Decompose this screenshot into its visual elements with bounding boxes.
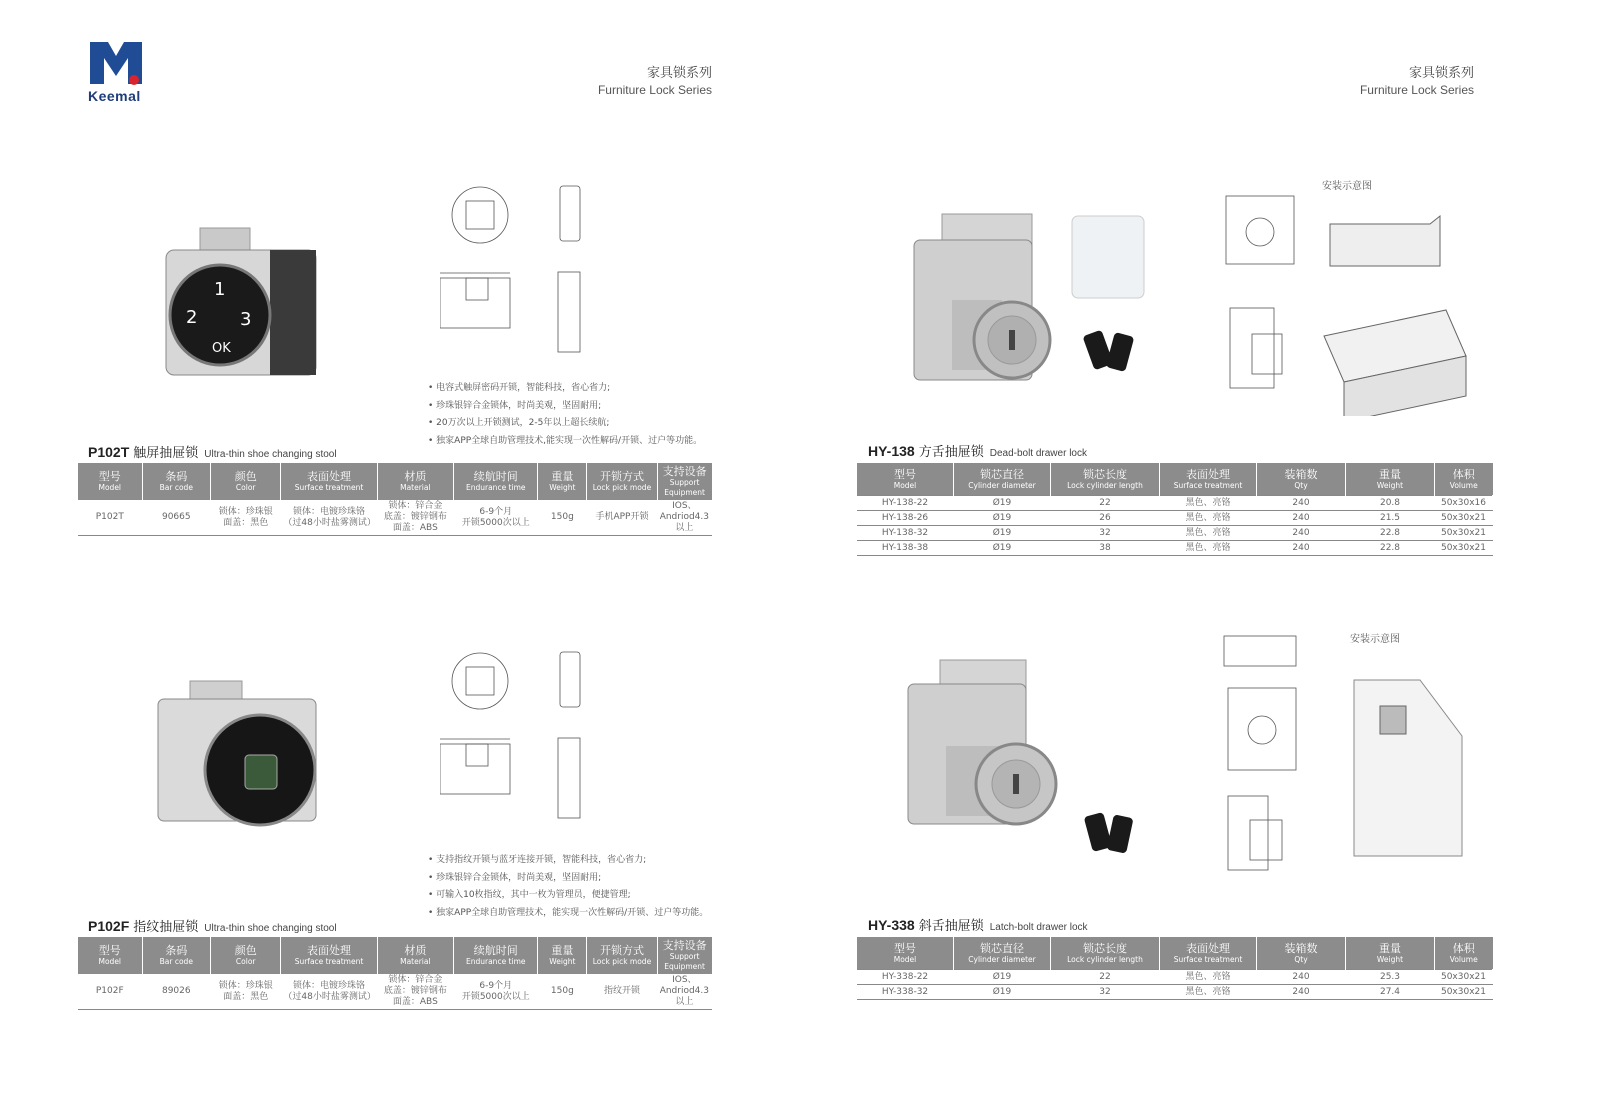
- table-cell: Ø19: [954, 541, 1051, 556]
- p102f-feature: • 可输入10枚指纹，其中一枚为管理员，便捷管理;: [428, 887, 708, 905]
- col-surface: 表面处理 Surface treatment: [281, 463, 377, 500]
- table-header-cell: 条码 Bar code: [142, 937, 211, 974]
- table-row: [857, 541, 1493, 556]
- hy138-technical-drawing: [1212, 184, 1312, 418]
- hy338-technical-drawing: [1210, 626, 1320, 890]
- table-cell: 150g: [538, 500, 587, 536]
- table-cell: 32: [1051, 526, 1160, 541]
- table-cell: IOS、 Andriod4.3以上: [657, 500, 711, 536]
- p102t-feature: • 20万次以上开锁测试，2-5年以上超长续航;: [428, 415, 702, 433]
- table-header-cell: 重量 Weight: [1346, 463, 1435, 496]
- table-cell: 27.4: [1346, 985, 1435, 1000]
- table-header-cell: 装箱数 Qty: [1257, 937, 1346, 970]
- table-cell: 50x30x21: [1435, 511, 1493, 526]
- table-header-cell: 开锁方式 Lock pick mode: [587, 937, 657, 974]
- table-row: [857, 970, 1493, 985]
- table-cell: Ø19: [954, 511, 1051, 526]
- table-header-cell: 体积 Volume: [1435, 463, 1493, 496]
- hy338-keys-photo: [1082, 790, 1142, 864]
- col-model: 型号 Model: [78, 463, 142, 500]
- p102f-spec-table: [78, 937, 712, 1010]
- svg-text:2: 2: [186, 307, 198, 328]
- series-header-left-cn: 家具锁系列: [646, 65, 712, 80]
- table-cell: 锁体：珍珠银 面盖：黑色: [211, 500, 281, 536]
- table-cell: P102T: [78, 500, 142, 536]
- table-cell: 锁体：电镀珍珠铬 （过48小时盐雾测试）: [281, 500, 377, 536]
- p102f-technical-drawing: [440, 636, 620, 830]
- col-endurance: 续航时间 Endurance time: [454, 463, 538, 500]
- p102t-cn-name: 触屏抽屉锁: [133, 445, 199, 460]
- table-cell: 50x30x21: [1435, 970, 1493, 985]
- table-header-cell: 表面处理 Surface treatment: [1160, 937, 1257, 970]
- table-cell: 黑色、亮铬: [1160, 970, 1257, 985]
- hy138-model: HY-138: [868, 443, 915, 459]
- table-header-cell: 锁芯直径 Cylinder diameter: [954, 937, 1051, 970]
- hy138-en-name: Dead-bolt drawer lock: [989, 448, 1087, 459]
- hy338-product-photo: [906, 656, 1066, 840]
- p102f-feature: • 独家APP全球自助管理技术，能实现一次性解码/开锁、过户等功能。: [428, 905, 708, 923]
- hy338-install-diagram: [1350, 676, 1470, 870]
- table-cell: 锁体：电镀珍珠铬 （过48小时盐雾测试）: [281, 974, 377, 1010]
- p102t-product-photo: [160, 220, 330, 384]
- table-cell: Ø19: [954, 985, 1051, 1000]
- table-cell: Ø19: [954, 496, 1051, 511]
- table-header-cell: 型号 Model: [857, 463, 954, 496]
- table-cell: 锁体：锌合金 底盖：镀锌钢布 面盖：ABS: [377, 500, 453, 536]
- table-cell: 20.8: [1346, 496, 1435, 511]
- table-cell: Ø19: [954, 526, 1051, 541]
- table-cell: 黑色、亮铬: [1160, 985, 1257, 1000]
- col-color: 颜色 Color: [211, 463, 281, 500]
- table-cell: 22: [1051, 970, 1160, 985]
- hy138-product-photo: [912, 210, 1052, 394]
- table-cell: 240: [1257, 511, 1346, 526]
- table-cell: 32: [1051, 985, 1160, 1000]
- hy338-model: HY-338: [868, 917, 915, 933]
- table-cell: 50x30x21: [1435, 541, 1493, 556]
- col-material: 材质 Material: [377, 463, 453, 500]
- table-header-cell: 重量 Weight: [1346, 937, 1435, 970]
- table-cell: 50x30x16: [1435, 496, 1493, 511]
- col-mode: 开锁方式 Lock pick mode: [587, 463, 657, 500]
- table-cell: IOS、 Andriod4.3以上: [657, 974, 711, 1010]
- table-header-cell: 锁芯长度 Lock cylinder length: [1051, 463, 1160, 496]
- hy138-install-note: 安装示意图: [1322, 181, 1372, 192]
- hy338-cn-name: 斜舌抽屉锁: [918, 918, 984, 933]
- table-cell: P102F: [78, 974, 142, 1010]
- table-cell: 240: [1257, 970, 1346, 985]
- hy138-cn-name: 方舌抽屉锁: [918, 444, 984, 459]
- table-header-cell: 锁芯直径 Cylinder diameter: [954, 463, 1051, 496]
- hy338-en-name: Latch-bolt drawer lock: [989, 922, 1088, 933]
- table-cell: 手机APP开锁: [587, 500, 657, 536]
- hy138-spec-table: [857, 463, 1493, 556]
- table-cell: 黑色、亮铬: [1160, 511, 1257, 526]
- table-cell: 锁体：珍珠银 面盖：黑色: [211, 974, 281, 1010]
- table-header-cell: 表面处理 Surface treatment: [281, 937, 377, 974]
- table-row: [78, 500, 712, 536]
- table-cell: 21.5: [1346, 511, 1435, 526]
- table-header-cell: 装箱数 Qty: [1257, 463, 1346, 496]
- table-cell: 6-9个月 开锁5000次以上: [454, 974, 538, 1010]
- table-cell: 50x30x21: [1435, 985, 1493, 1000]
- brand-name: Keemal: [88, 88, 141, 104]
- table-cell: 26: [1051, 511, 1160, 526]
- table-cell: 6-9个月 开锁5000次以上: [454, 500, 538, 536]
- table-cell: HY-338-22: [857, 970, 954, 985]
- series-header-left: [598, 62, 712, 97]
- svg-text:3: 3: [240, 309, 252, 330]
- p102f-cn-name: 指纹抽屉锁: [133, 919, 199, 934]
- table-row: [857, 511, 1493, 526]
- table-cell: 黑色、亮铬: [1160, 496, 1257, 511]
- svg-text:1: 1: [214, 279, 226, 300]
- series-header-right-cn: 家具锁系列: [1408, 65, 1474, 80]
- table-cell: 22.8: [1346, 526, 1435, 541]
- p102t-spec-table: [78, 463, 712, 536]
- table-cell: 指纹开锁: [587, 974, 657, 1010]
- table-header-cell: 材质 Material: [377, 937, 453, 974]
- p102f-feature: • 支持指纹开锁与蓝牙连接开锁，智能科技，省心省力;: [428, 852, 708, 870]
- table-header-cell: 体积 Volume: [1435, 937, 1493, 970]
- table-row: [857, 526, 1493, 541]
- p102t-title: [88, 442, 337, 461]
- table-row: [857, 985, 1493, 1000]
- p102f-feature: • 珍珠银锌合金锁体，时尚美观，坚固耐用;: [428, 870, 708, 888]
- table-cell: 240: [1257, 496, 1346, 511]
- table-header-cell: 颜色 Color: [211, 937, 281, 974]
- series-header-left-en: Furniture Lock Series: [597, 83, 712, 97]
- svg-text:OK: OK: [212, 341, 231, 356]
- table-cell: 50x30x21: [1435, 526, 1493, 541]
- p102t-feature: • 独家APP全球自助管理技术,能实现一次性解码/开锁、过户等功能。: [428, 433, 702, 451]
- table-cell: HY-138-32: [857, 526, 954, 541]
- table-cell: 240: [1257, 526, 1346, 541]
- p102f-product-photo: [150, 675, 325, 839]
- hy338-spec-table: [857, 937, 1493, 1000]
- hy338-title: [868, 915, 1088, 934]
- table-row: [78, 974, 712, 1010]
- hy138-key-package-photo: [1068, 212, 1148, 396]
- p102t-feature-list: [428, 380, 702, 450]
- table-cell: 90665: [142, 500, 211, 536]
- table-cell: 38: [1051, 541, 1160, 556]
- table-cell: HY-138-38: [857, 541, 954, 556]
- table-cell: Ø19: [954, 970, 1051, 985]
- col-weight: 重量 Weight: [538, 463, 587, 500]
- table-cell: 黑色、亮铬: [1160, 541, 1257, 556]
- p102f-en-name: Ultra-thin shoe changing stool: [204, 923, 337, 934]
- table-cell: 150g: [538, 974, 587, 1010]
- p102t-feature: • 电容式触屏密码开锁，智能科技，省心省力;: [428, 380, 702, 398]
- table-cell: 22.8: [1346, 541, 1435, 556]
- table-cell: 240: [1257, 985, 1346, 1000]
- table-header-cell: 支持设备 Support Equipment: [657, 937, 711, 974]
- table-cell: 25.3: [1346, 970, 1435, 985]
- p102f-model: P102F: [88, 918, 130, 934]
- table-cell: 89026: [142, 974, 211, 1010]
- table-header-cell: 型号 Model: [857, 937, 954, 970]
- p102t-technical-drawing: [440, 170, 620, 364]
- table-cell: HY-338-32: [857, 985, 954, 1000]
- series-header-right-en: Furniture Lock Series: [1359, 83, 1474, 97]
- table-cell: HY-138-26: [857, 511, 954, 526]
- table-cell: 22: [1051, 496, 1160, 511]
- table-cell: HY-138-22: [857, 496, 954, 511]
- hy138-install-diagram: [1320, 186, 1480, 420]
- table-header-cell: 锁芯长度 Lock cylinder length: [1051, 937, 1160, 970]
- table-cell: 黑色、亮铬: [1160, 526, 1257, 541]
- table-header-cell: 型号 Model: [78, 937, 142, 974]
- p102t-feature: • 珍珠银锌合金锁体，时尚美观，坚固耐用;: [428, 398, 702, 416]
- table-header-cell: 表面处理 Surface treatment: [1160, 463, 1257, 496]
- table-cell: 240: [1257, 541, 1346, 556]
- table-row: [857, 496, 1493, 511]
- col-barcode: 条码 Bar code: [142, 463, 211, 500]
- table-cell: 锁体：锌合金 底盖：镀锌钢布 面盖：ABS: [377, 974, 453, 1010]
- table-header-cell: 续航时间 Endurance time: [454, 937, 538, 974]
- p102t-en-name: Ultra-thin shoe changing stool: [204, 449, 337, 460]
- p102f-title: [88, 916, 337, 935]
- series-header-right: [1360, 62, 1474, 97]
- table-header-cell: 重量 Weight: [538, 937, 587, 974]
- p102t-model: P102T: [88, 444, 130, 460]
- col-device: 支持设备 Support Equipment: [657, 463, 711, 500]
- hy338-install-note: 安装示意图: [1350, 634, 1400, 645]
- p102f-feature-list: [428, 852, 708, 922]
- hy138-title: [868, 441, 1087, 460]
